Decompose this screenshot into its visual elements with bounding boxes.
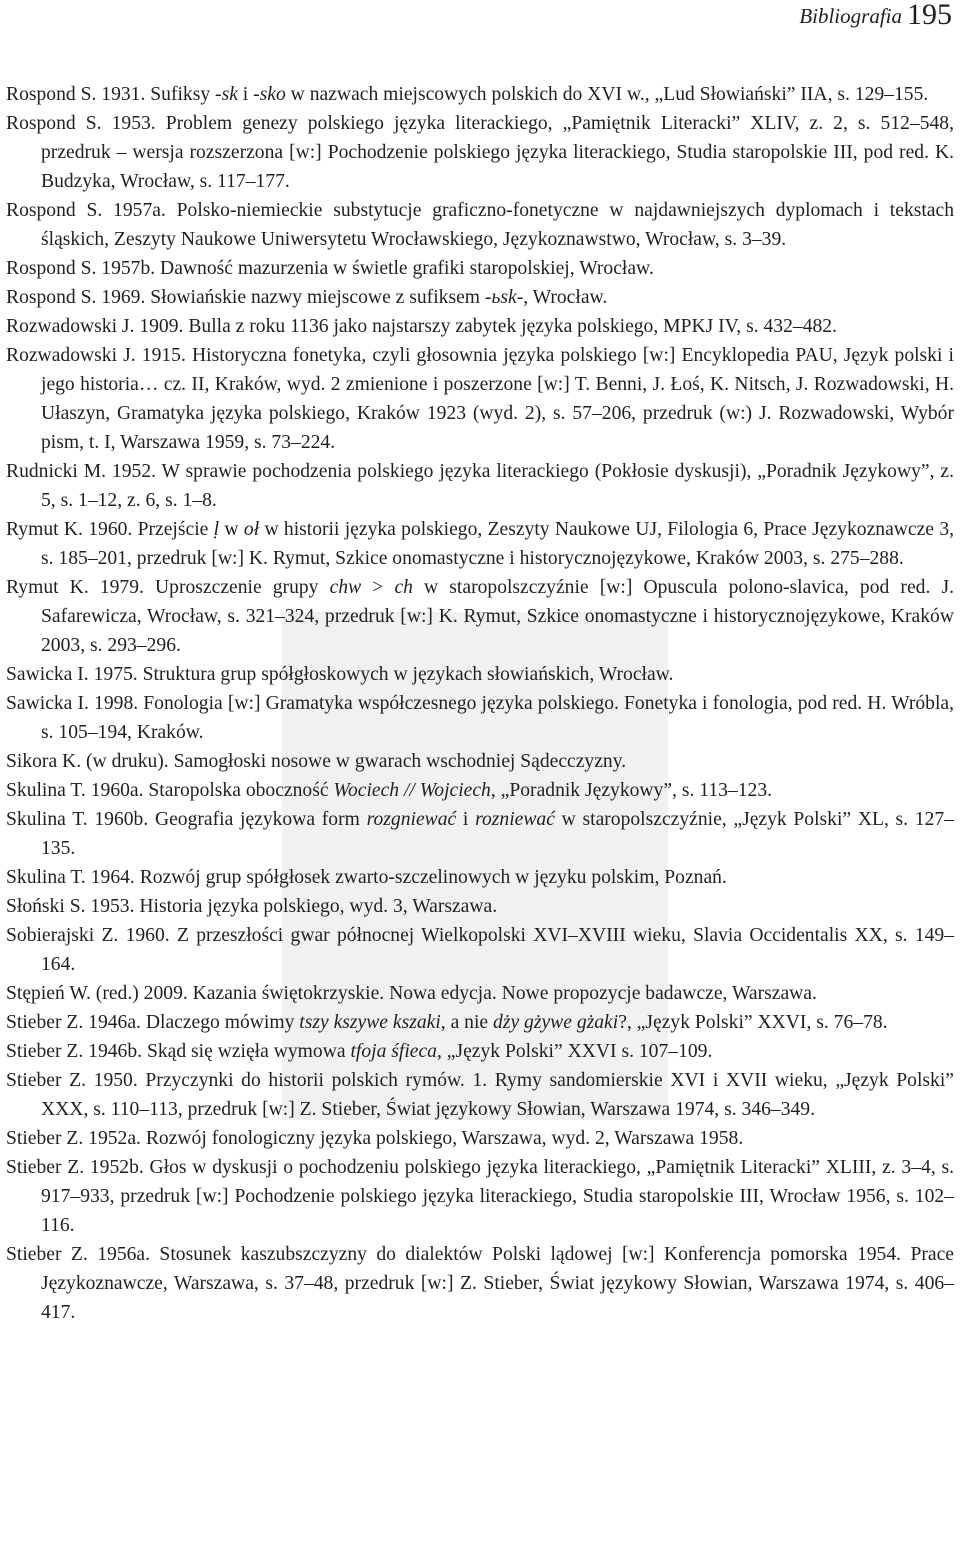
- entry-text: >: [361, 577, 395, 598]
- entry-text: Rospond S. 1931. Sufiksy -: [6, 84, 222, 105]
- entry-text: Rospond S. 1957b. Dawność mazurzenia w świetle grafiki staropolskiej, Wrocław.: [6, 258, 654, 279]
- entry-italic-text: dży gżywe gżaki: [493, 1012, 619, 1033]
- bibliography-entry: [6, 921, 954, 979]
- running-header: [0, 0, 960, 40]
- bibliography-entry: [6, 573, 954, 660]
- entry-text: Stieber Z. 1950. Przyczynki do historii polskich rymów. 1. Rymy sandomierskie XVI i XVII wieku, „Język Polski” XXX, s. 110–113, przedruk [w:] Z. Stieber, Świat językowy Słowian, Warszawa 1974, s. 346–349.: [6, 1070, 954, 1120]
- bibliography-entry: [6, 892, 954, 921]
- entry-italic-text: tszy kszywe kszaki: [299, 1012, 441, 1033]
- entry-italic-text: sk: [221, 84, 238, 105]
- bibliography-entry: [6, 283, 954, 312]
- entry-text: Skulina T. 1960a. Staropolska oboczność: [6, 780, 334, 801]
- entry-text: Stieber Z. 1946b. Skąd się wzięła wymowa: [6, 1041, 351, 1062]
- bibliography-entry: [6, 1008, 954, 1037]
- entry-text: Skulina T. 1964. Rozwój grup spółgłosek zwarto-szczelinowych w języku polskim, Poznań.: [6, 867, 727, 888]
- entry-italic-text: chw: [329, 577, 362, 598]
- bibliography-entry: [6, 1066, 954, 1124]
- entry-italic-text: oł: [243, 519, 260, 540]
- entry-text: w: [219, 519, 244, 540]
- entry-text: Rudnicki M. 1952. W sprawie pochodzenia polskiego języka literackiego (Pokłosie dyskusji), „Poradnik Językowy”, z. 5, s. 1–12, z. 6, s. 1–8.: [6, 461, 954, 511]
- entry-text: Słoński S. 1953. Historia języka polskiego, wyd. 3, Warszawa.: [6, 896, 498, 917]
- bibliography-entry: [6, 515, 954, 573]
- bibliography-entry: [6, 1153, 954, 1240]
- bibliography-entry: [6, 805, 954, 863]
- bibliography-entry: [6, 1240, 954, 1327]
- bibliography-entry: [6, 1124, 954, 1153]
- entry-text: Stieber Z. 1952b. Głos w dyskusji o pochodzeniu polskiego języka literackiego, „Pamiętnik Literacki” XLIII, z. 3–4, s. 917–933, przedruk [w:] Pochodzenie polskiego języka literackiego, Studia staropolskie III, Wrocław 1956, s. 102–116.: [6, 1157, 954, 1236]
- entry-text: Rospond S. 1957a. Polsko-niemieckie substytucje graficzno-fonetyczne w najdawniejszych dyplomach i tekstach śląskich, Zeszyty Naukowe Uniwersytetu Wrocławskiego, Językoznawstwo, Wrocław, s. 3–39.: [6, 200, 954, 250]
- bibliography-entry: [6, 863, 954, 892]
- entry-text: Rospond S. 1969. Słowiańskie nazwy miejscowe z sufiksem -: [6, 287, 492, 308]
- entry-text: Skulina T. 1960b. Geografia językowa form: [6, 809, 367, 830]
- bibliography-entry: [6, 660, 954, 689]
- page-number: 195: [907, 0, 952, 31]
- bibliography-list: [6, 80, 954, 1327]
- entry-text: Sobierajski Z. 1960. Z przeszłości gwar północnej Wielkopolski XVI–XVIII wieku, Slavia Occidentalis XX, s. 149–164.: [6, 925, 954, 975]
- entry-italic-text: tfoja śfieca: [350, 1041, 437, 1062]
- entry-italic-text: rozgniewać: [366, 809, 457, 830]
- entry-italic-text: ḷ: [213, 519, 220, 540]
- entry-text: Rymut K. 1979. Uproszczenie grupy: [6, 577, 330, 598]
- entry-text: Stieber Z. 1952a. Rozwój fonologiczny języka polskiego, Warszawa, wyd. 2, Warszawa 1958.: [6, 1128, 744, 1149]
- entry-text: Stępień W. (red.) 2009. Kazania świętokrzyskie. Nowa edycja. Nowe propozycje badawcze, Warszawa.: [6, 983, 817, 1004]
- entry-text: , a nie: [440, 1012, 494, 1033]
- bibliography-entry: [6, 341, 954, 457]
- bibliography-entry: [6, 80, 954, 109]
- entry-text: w staropolszczyźnie [w:] Opuscula polono-slavica, pod red. J. Safarewicza, Wrocław, s. 321–324, przedruk [w:] K. Rymut, Szkice onomastyczne i historycznojęzykowe, Kraków 2003, s. 293–296.: [41, 577, 954, 656]
- entry-text: , „Język Polski” XXVI s. 107–109.: [436, 1041, 713, 1062]
- bibliography-entry: [6, 689, 954, 747]
- bibliography-entry: [6, 312, 954, 341]
- bibliography-entry: [6, 1037, 954, 1066]
- entry-italic-text: sko: [259, 84, 286, 105]
- entry-text: Rozwadowski J. 1909. Bulla z roku 1136 jako najstarszy zabytek języka polskiego, MPKJ IV, s. 432–482.: [6, 316, 837, 337]
- entry-text: i: [456, 809, 476, 830]
- entry-italic-text: ch: [394, 577, 413, 598]
- bibliography-entry: [6, 457, 954, 515]
- entry-text: w nazwach miejscowych polskich do XVI w., „Lud Słowiański” IIA, s. 129–155.: [285, 84, 929, 105]
- bibliography-entry: [6, 979, 954, 1008]
- entry-text: Sikora K. (w druku). Samogłoski nosowe w gwarach wschodniej Sądecczyzny.: [6, 751, 627, 772]
- entry-text: Rymut K. 1960. Przejście: [6, 519, 214, 540]
- entry-text: w staropolszczyźnie, „Język Polski” XL, s. 127–135.: [41, 809, 954, 859]
- entry-italic-text: Wociech // Wojciech: [333, 780, 491, 801]
- entry-italic-text: ьsk: [491, 287, 517, 308]
- entry-text: ?, „Język Polski” XXVI, s. 76–78.: [618, 1012, 888, 1033]
- entry-text: -, Wrocław.: [516, 287, 608, 308]
- bibliography-entry: [6, 776, 954, 805]
- bibliography-entry: [6, 747, 954, 776]
- entry-text: w historii języka polskiego, Zeszyty Naukowe UJ, Filologia 6, Prace Językoznawcze 3, s. 185–201, przedruk [w:] K. Rymut, Szkice onomastyczne i historycznojęzykowe, Kraków 2003, s. 275–288.: [41, 519, 955, 569]
- bibliography-entry: [6, 196, 954, 254]
- entry-text: Stieber Z. 1946a. Dlaczego mówimy: [6, 1012, 300, 1033]
- entry-text: Rospond S. 1953. Problem genezy polskiego języka literackiego, „Pamiętnik Literacki” XLIV, z. 2, s. 512–548, przedruk – wersja rozszerzona [w:] Pochodzenie polskiego języka literackiego, Studia staropolskie III, pod red. K. Budzyka, Wrocław, s. 117–177.: [6, 113, 954, 192]
- entry-text: Rozwadowski J. 1915. Historyczna fonetyka, czyli głosownia języka polskiego [w:] Encyklopedia PAU, Język polski i jego historia… cz. II, Kraków, wyd. 2 zmienione i poszerzone [w:] T. Benni, J. Łoś, K. Nitsch, J. Rozwadowski, H. Ułaszyn, Gramatyka języka polskiego, Kraków 1923 (wyd. 2), s. 57–206, przedruk (w:) J. Rozwadowski, Wybór pism, t. I, Warszawa 1959, s. 73–224.: [6, 345, 954, 453]
- entry-text: Sawicka I. 1998. Fonologia [w:] Gramatyka współczesnego języka polskiego. Fonetyka i fonologia, pod red. H. Wróbla, s. 105–194, Kraków.: [6, 693, 954, 743]
- entry-text: i -: [237, 84, 260, 105]
- entry-text: Stieber Z. 1956a. Stosunek kaszubszczyzny do dialektów Polski lądowej [w:] Konferencja pomorska 1954. Prace Językoznawcze, Warszawa, s. 37–48, przedruk [w:] Z. Stieber, Świat językowy Słowian, Warszawa 1974, s. 406–417.: [6, 1244, 954, 1323]
- entry-text: Sawicka I. 1975. Struktura grup spółgłoskowych w językach słowiańskich, Wrocław.: [6, 664, 674, 685]
- entry-text: , „Poradnik Językowy”, s. 113–123.: [490, 780, 773, 801]
- bibliography-entry: [6, 109, 954, 196]
- entry-italic-text: rozniewać: [475, 809, 555, 830]
- section-title: Bibliografia: [799, 4, 902, 28]
- bibliography-entry: [6, 254, 954, 283]
